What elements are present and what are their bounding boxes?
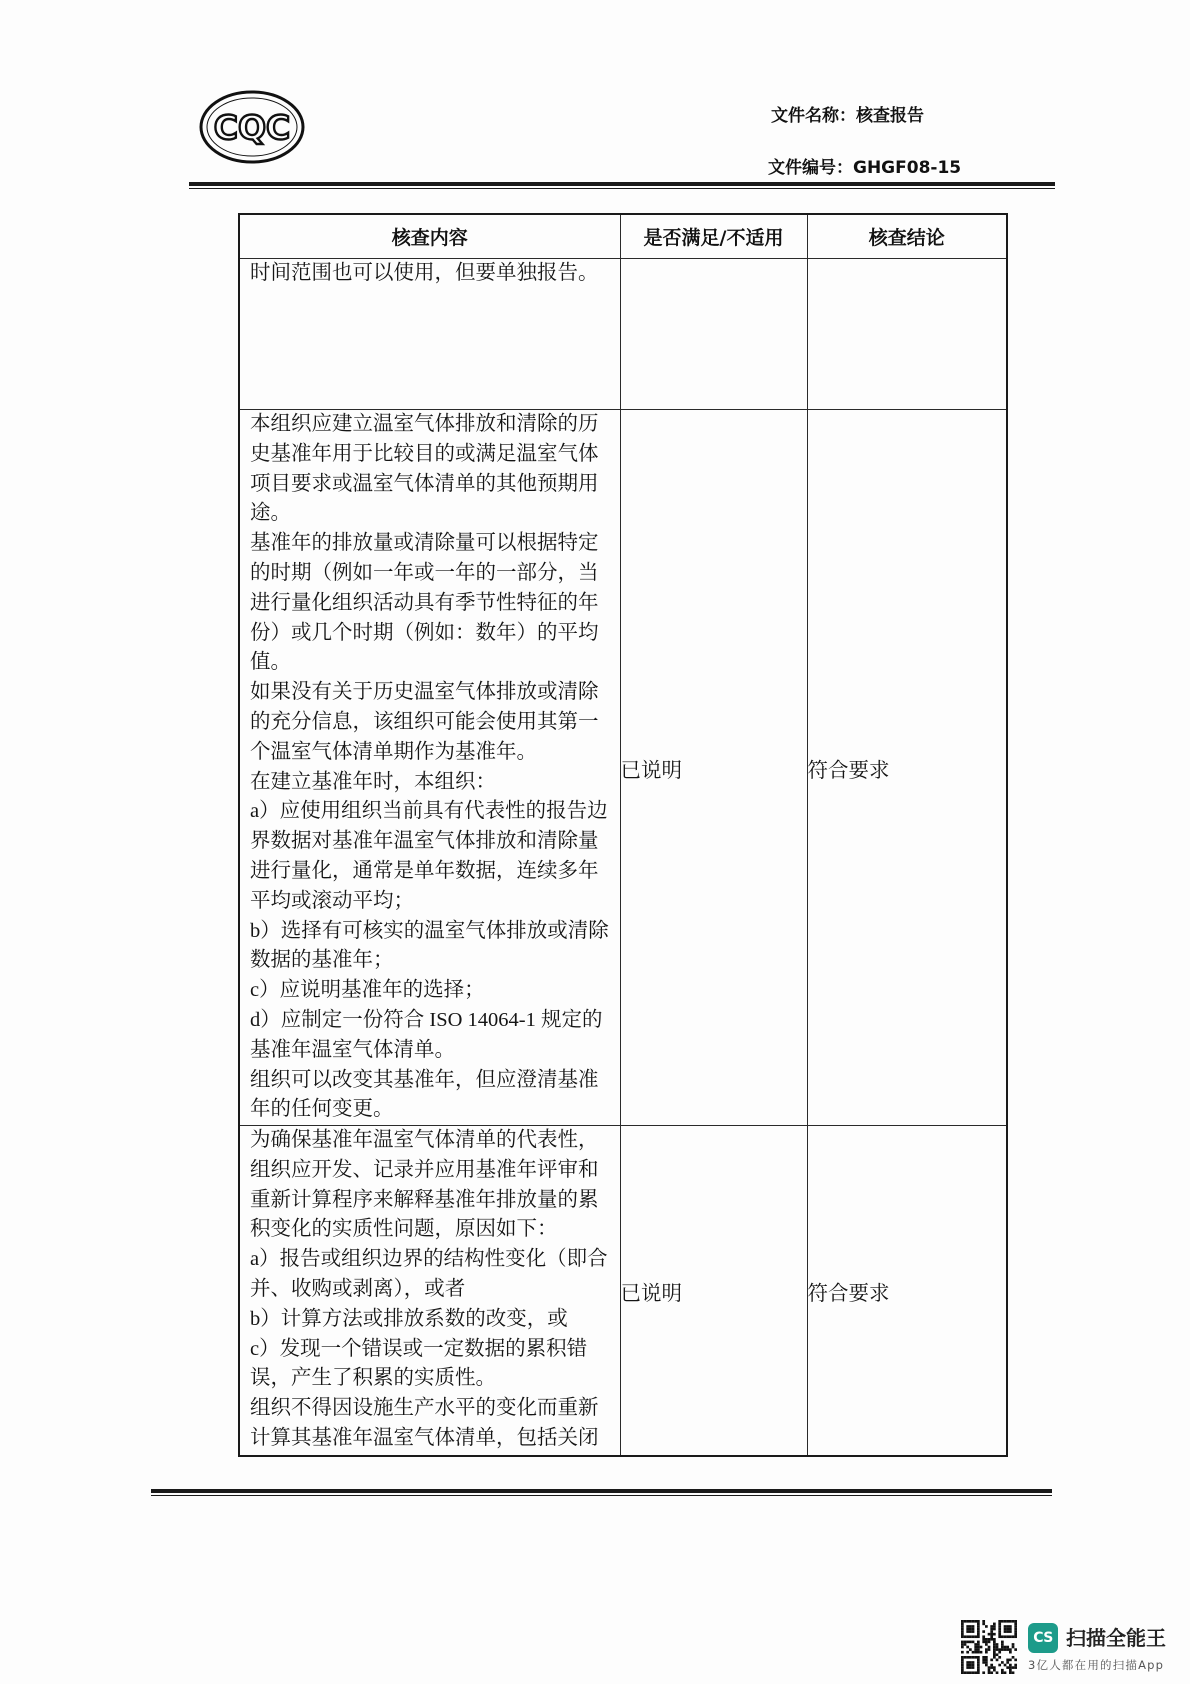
content-line: 在建立基准年时，本组织：	[250, 770, 496, 793]
content-line: 重新计算程序来解释基准年排放量的累	[250, 1188, 599, 1211]
table-header-row	[239, 214, 1007, 259]
app-tagline: 3亿人都在用的扫描App	[1028, 1658, 1165, 1672]
content-line: 为确保基准年温室气体清单的代表性，	[250, 1129, 599, 1151]
column-header-satisfied: 是否满足/不适用	[620, 214, 807, 259]
content-line: 途。	[250, 502, 291, 525]
content-line: 组织可以改变其基准年，但应澄清基准	[250, 1068, 599, 1091]
file-number-label: 文件编号：GHGF08-15	[768, 158, 962, 178]
content-line: b）选择有可核实的温室气体排放或清除	[250, 919, 609, 942]
content-line: 的时期（例如一年或一年的一部分，当	[250, 561, 599, 584]
content-line: c）发现一个错误或一定数据的累积错	[250, 1337, 588, 1360]
check-table	[238, 213, 1008, 1457]
header-divider	[189, 182, 1055, 189]
content-line: 年的任何变更。	[250, 1098, 394, 1121]
content-line: 基准年温室气体清单。	[250, 1038, 455, 1061]
content-line: 史基准年用于比较目的或满足温室气体	[250, 442, 599, 465]
content-line: 的充分信息，该组织可能会使用其第一	[250, 710, 599, 733]
satisfied-cell	[620, 259, 807, 410]
content-line: 计算其基准年温室气体清单，包括关闭	[250, 1426, 599, 1449]
content-line: 数据的基准年；	[250, 949, 394, 972]
footer-divider	[151, 1489, 1052, 1496]
content-line: c）应说明基准年的选择；	[250, 979, 485, 1002]
column-header-content: 核查内容	[239, 214, 620, 259]
content-line: 基准年的排放量或清除量可以根据特定	[250, 532, 599, 555]
content-lines	[240, 259, 620, 409]
conclusion-cell: 符合要求	[807, 1126, 1007, 1457]
content-line: b）计算方法或排放系数的改变，或	[250, 1307, 568, 1330]
table-row	[239, 259, 1007, 410]
content-line: 本组织应建立温室气体排放和清除的历	[250, 413, 599, 435]
content-line: 并、收购或剥离），或者	[250, 1277, 466, 1300]
content-line: 误，产生了积累的实质性。	[250, 1367, 496, 1390]
file-name-label: 文件名称：核查报告	[771, 106, 924, 126]
content-cell	[239, 259, 620, 410]
satisfied-cell: 已说明	[620, 410, 807, 1126]
content-line: 进行量化组织活动具有季节性特征的年	[250, 591, 599, 614]
content-line: 值。	[250, 651, 291, 674]
content-line: 个温室气体清单期作为基准年。	[250, 740, 537, 763]
content-line: 组织不得因设施生产水平的变化而重新	[250, 1397, 599, 1420]
content-cell	[239, 1126, 620, 1457]
content-line: 平均或滚动平均；	[250, 889, 414, 912]
content-line: 界数据对基准年温室气体排放和清除量	[250, 830, 599, 853]
app-name: 扫描全能王	[1066, 1626, 1166, 1650]
cqc-logo	[198, 88, 306, 166]
content-line: 份）或几个时期（例如：数年）的平均	[250, 621, 599, 644]
conclusion-cell: 符合要求	[807, 410, 1007, 1126]
content-line: a）应使用组织当前具有代表性的报告边	[250, 800, 608, 823]
column-header-conclusion: 核查结论	[807, 214, 1007, 259]
content-cell	[239, 410, 620, 1126]
qr-code-icon	[961, 1620, 1017, 1674]
conclusion-cell	[807, 259, 1007, 410]
content-line: 时间范围也可以使用，但要单独报告。	[250, 262, 599, 284]
content-line: 进行量化，通常是单年数据，连续多年	[250, 859, 599, 882]
satisfied-cell: 已说明	[620, 1126, 807, 1457]
content-line: 组织应开发、记录并应用基准年评审和	[250, 1158, 599, 1181]
content-line: 如果没有关于历史温室气体排放或清除	[250, 681, 599, 704]
content-line: d）应制定一份符合 ISO 14064-1 规定的	[250, 1008, 603, 1031]
logo-text: CQC	[213, 108, 291, 147]
camscanner-logo-icon: CS	[1028, 1623, 1058, 1653]
table-row	[239, 1126, 1007, 1457]
content-lines	[240, 1126, 620, 1455]
content-line: 积变化的实质性问题，原因如下：	[250, 1218, 558, 1241]
content-line: 项目要求或温室气体清单的其他预期用	[250, 472, 599, 495]
content-lines	[240, 410, 620, 1125]
table-row	[239, 410, 1007, 1126]
content-line: a）报告或组织边界的结构性变化（即合	[250, 1248, 608, 1271]
